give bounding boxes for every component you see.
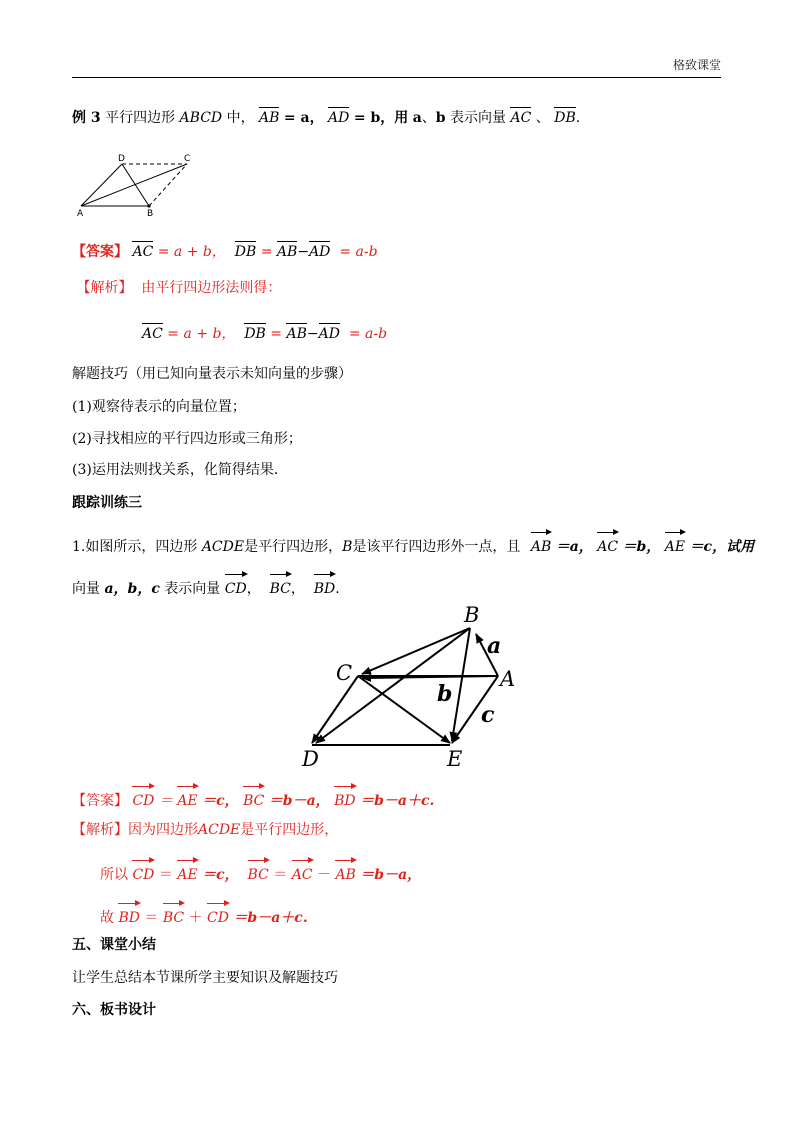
equation: ＝ bbox=[158, 867, 173, 883]
vector-ac: AC bbox=[142, 320, 163, 344]
vector-bc: BC bbox=[162, 910, 185, 926]
equation: ＝b－a＋c. bbox=[233, 910, 308, 926]
vector-ab: AB bbox=[259, 104, 279, 128]
label-a: A bbox=[500, 667, 516, 691]
label-c: C bbox=[336, 661, 353, 685]
text: 是平行四边形， bbox=[240, 822, 339, 838]
label-vec-a: a bbox=[487, 633, 502, 659]
vector-ac: AC bbox=[597, 539, 619, 555]
tips-step-3: (3)运用法则找关系，化简得结果． bbox=[72, 462, 288, 478]
vector-ad: AD bbox=[309, 238, 330, 262]
vector-ad: AD bbox=[328, 104, 349, 128]
parallelogram-figure bbox=[72, 150, 202, 220]
problem1-line1 bbox=[72, 537, 754, 557]
label-vec-c: c bbox=[481, 702, 495, 728]
vector-bc: BC bbox=[243, 793, 265, 809]
vector-bd: BD bbox=[313, 581, 336, 597]
vector-bd: BD bbox=[334, 793, 356, 809]
equation: = bbox=[270, 326, 283, 342]
shape-name: ACDE bbox=[201, 539, 245, 555]
analysis1-line bbox=[72, 278, 281, 298]
text: 故 bbox=[100, 910, 114, 926]
label-d: D bbox=[118, 154, 125, 164]
minus: − bbox=[297, 244, 310, 260]
var-b: b bbox=[435, 110, 446, 126]
equation: = a + b， bbox=[157, 244, 226, 260]
equation: = bbox=[260, 244, 273, 260]
answer1-line bbox=[72, 238, 378, 262]
vector-ab: AB bbox=[277, 238, 297, 262]
shape-name: ABCD bbox=[179, 110, 223, 126]
vector-ac: AC bbox=[291, 867, 313, 883]
sep: ， bbox=[246, 581, 261, 597]
vars: a，b，c bbox=[104, 581, 160, 597]
label-b: B bbox=[464, 603, 480, 627]
analysis-tag: 【解析】 bbox=[72, 822, 128, 838]
vector-ab: AB bbox=[335, 867, 356, 883]
equation: ＝ bbox=[144, 910, 159, 926]
answer2-line bbox=[72, 791, 434, 811]
var-a: a bbox=[412, 110, 422, 126]
text: 由平行四边形法则得： bbox=[141, 280, 282, 296]
equation: ＝a， bbox=[555, 539, 593, 555]
vector-ac: AC bbox=[132, 238, 153, 262]
vector-ae: AE bbox=[177, 867, 198, 883]
vector-ae: AE bbox=[177, 793, 198, 809]
analysis2-line1 bbox=[72, 820, 338, 840]
vector-ae: AE bbox=[664, 539, 686, 555]
text: 向量 bbox=[72, 581, 100, 597]
point-b-dot bbox=[147, 204, 150, 207]
diagonal-db bbox=[122, 164, 149, 206]
equation: ＝ bbox=[158, 793, 173, 809]
minus: － bbox=[316, 867, 331, 883]
vector-cd-line bbox=[312, 676, 358, 743]
diagonal-ac bbox=[81, 164, 187, 206]
equation: = a， bbox=[283, 110, 324, 126]
point-name: B bbox=[342, 539, 353, 555]
vector-figure bbox=[290, 600, 530, 775]
vector-bc: BC bbox=[269, 581, 291, 597]
vector-bd: BD bbox=[118, 910, 140, 926]
vector-db: DB bbox=[554, 104, 576, 128]
answer-tag: 【答案】 bbox=[72, 793, 128, 809]
vector-ab: AB bbox=[530, 539, 552, 555]
equation: ＝c，试用 bbox=[689, 539, 755, 555]
vector-cd: CD bbox=[132, 867, 155, 883]
analysis2-line3 bbox=[100, 908, 308, 928]
text: 表示向量 bbox=[164, 581, 221, 597]
label-b: B bbox=[147, 209, 154, 219]
text: 1.如图所示，四边形 bbox=[72, 539, 198, 555]
vector-be-line bbox=[452, 628, 470, 741]
text: 是该平行四边形外一点，且 bbox=[352, 539, 521, 555]
vector-cd: CD bbox=[207, 910, 229, 926]
label-e: E bbox=[447, 747, 463, 771]
answer-tag: 【答案】 bbox=[72, 244, 128, 260]
sep: ， bbox=[290, 581, 305, 597]
segment-ad bbox=[81, 164, 122, 206]
vector-cd: CD bbox=[132, 793, 155, 809]
vector-ab: AB bbox=[286, 320, 306, 344]
equation: ＝b－a＋c. bbox=[360, 793, 435, 809]
vector-ac: AC bbox=[510, 104, 531, 128]
period: . bbox=[335, 581, 340, 597]
practice-title: 跟踪训练三 bbox=[72, 495, 142, 511]
example-label: 例 3 bbox=[72, 110, 101, 126]
section6-title: 六、板书设计 bbox=[72, 1002, 156, 1018]
text: 表示向量 bbox=[450, 110, 507, 126]
text: 因为四边形 bbox=[128, 822, 198, 838]
text: 所以 bbox=[100, 867, 128, 883]
analysis2-line2 bbox=[100, 865, 421, 885]
segment-bc bbox=[149, 164, 187, 206]
vector-ad: AD bbox=[319, 320, 340, 344]
tips-title: 解题技巧（用已知向量表示未知向量的步骤） bbox=[72, 366, 352, 382]
label-a: A bbox=[77, 209, 84, 219]
equation: = a + b， bbox=[167, 326, 236, 342]
plus: ＋ bbox=[188, 910, 203, 926]
text: 平行四边形 bbox=[105, 110, 176, 126]
section5-body: 让学生总结本节课所学主要知识及解题技巧 bbox=[72, 970, 338, 986]
label-c: C bbox=[184, 154, 191, 164]
label-d: D bbox=[302, 747, 319, 771]
sep: 、 bbox=[421, 110, 436, 126]
header-rule bbox=[72, 77, 721, 78]
equation: ＝ bbox=[273, 867, 288, 883]
vector-db: DB bbox=[244, 320, 266, 344]
shape-name: ACDE bbox=[198, 822, 241, 838]
tips-step-1: (1)观察待表示的向量位置； bbox=[72, 399, 246, 415]
equation: ＝b， bbox=[622, 539, 661, 555]
minus: − bbox=[306, 326, 319, 342]
example3-line bbox=[72, 104, 580, 128]
equation: ＝c， bbox=[202, 793, 239, 809]
label-vec-b: b bbox=[437, 681, 453, 707]
equation: ＝c， bbox=[202, 867, 239, 883]
problem1-line2 bbox=[72, 579, 340, 599]
analysis1-formula bbox=[142, 320, 387, 344]
vector-db: DB bbox=[235, 238, 257, 262]
header-brand: 格致课堂 bbox=[672, 58, 721, 72]
equation: = b，用 bbox=[353, 110, 409, 126]
analysis-tag: 【解析】 bbox=[76, 280, 133, 296]
equation: = a-b bbox=[339, 244, 378, 260]
equation: ＝b－a， bbox=[268, 793, 330, 809]
period: . bbox=[575, 110, 581, 126]
equation: = a-b bbox=[348, 326, 388, 342]
sep: 、 bbox=[535, 110, 550, 126]
equation: ＝b－a， bbox=[360, 867, 422, 883]
tips-step-2: (2)寻找相应的平行四边形或三角形； bbox=[72, 431, 302, 447]
vector-cd: CD bbox=[224, 581, 247, 597]
vector-bc: BC bbox=[247, 867, 269, 883]
section5-title: 五、课堂小结 bbox=[72, 937, 156, 953]
text: 是平行四边形， bbox=[244, 539, 343, 555]
text: 中， bbox=[226, 110, 255, 126]
